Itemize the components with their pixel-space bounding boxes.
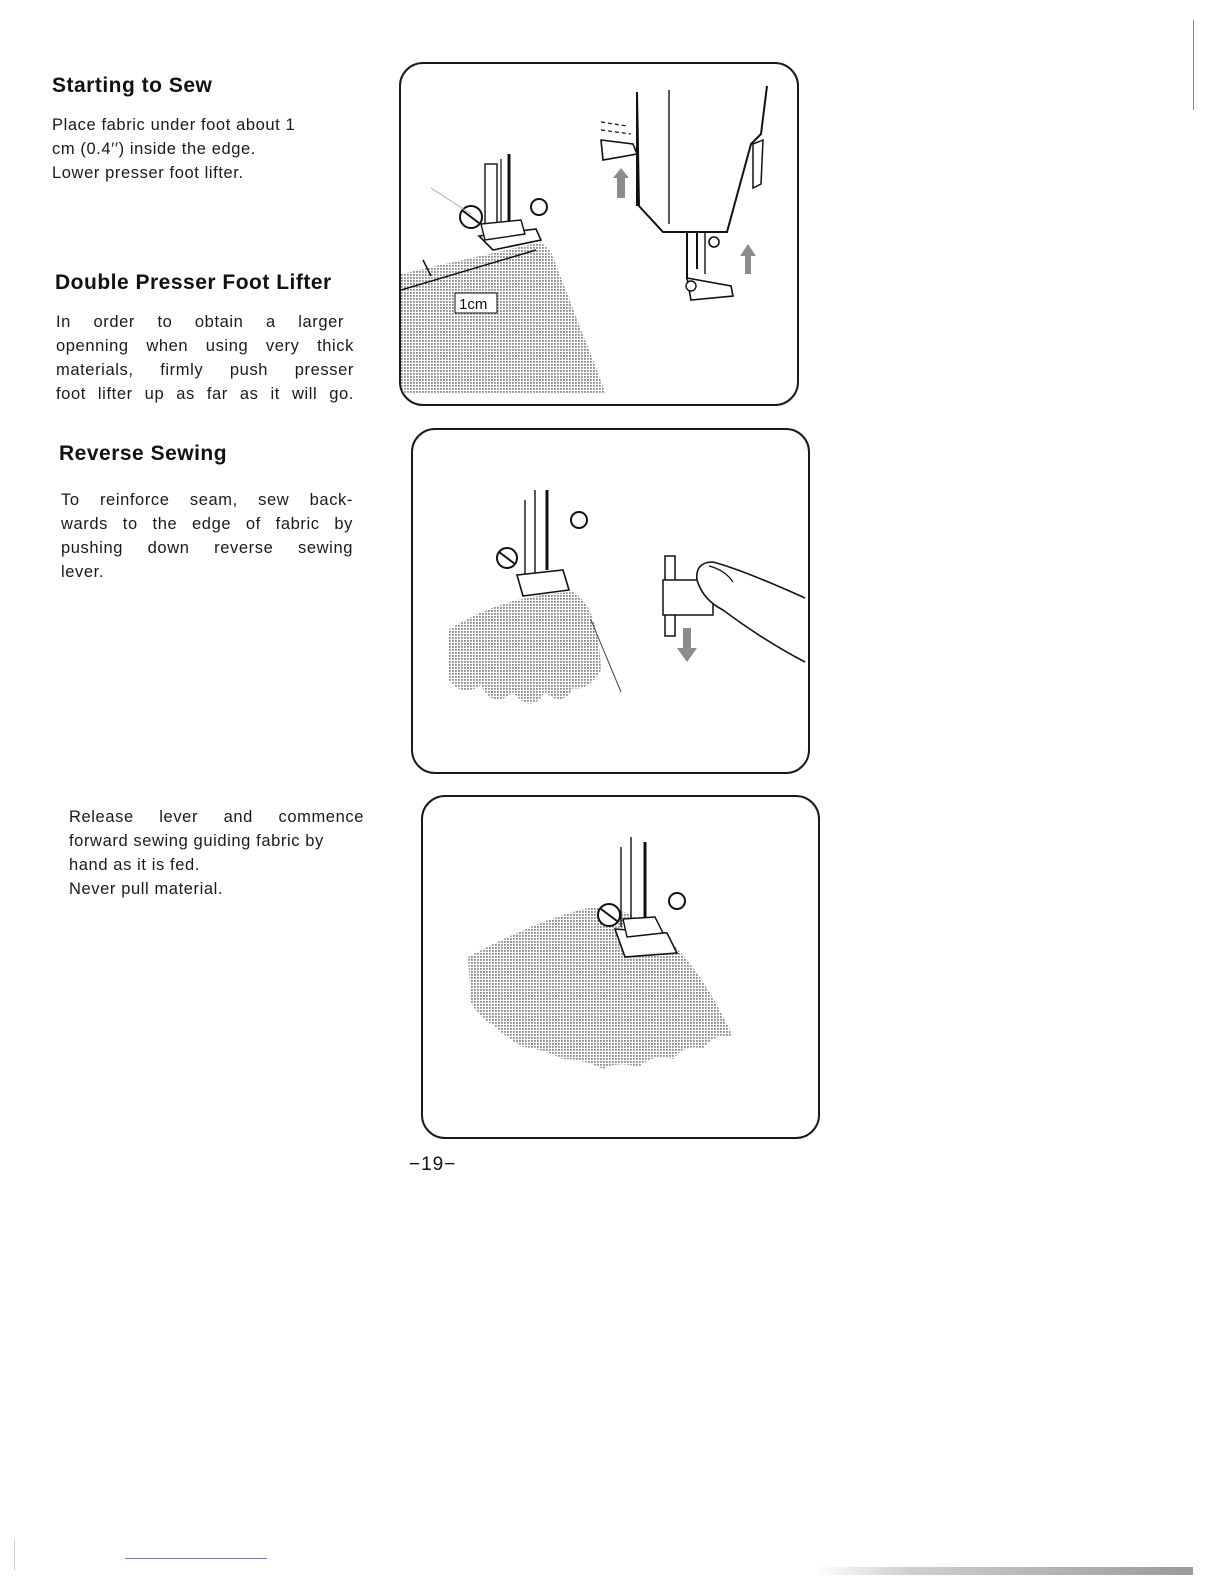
text-line: Never pull material. bbox=[69, 880, 224, 898]
text-line: In order to obtain a larger bbox=[56, 313, 344, 331]
scan-artifact-line bbox=[125, 1558, 267, 1559]
text-line: Release lever and commence bbox=[69, 808, 364, 826]
text-line: foot lifter up as far as it will go. bbox=[56, 385, 354, 403]
figure-starting-to-sew bbox=[399, 62, 799, 406]
fabric-shape bbox=[401, 242, 606, 394]
up-arrow-icon bbox=[740, 244, 756, 274]
heading-starting-to-sew: Starting to Sew bbox=[52, 74, 213, 97]
measure-label: 1cm bbox=[459, 296, 488, 313]
screw-icon bbox=[571, 512, 587, 528]
down-arrow-icon bbox=[677, 628, 697, 662]
paragraph-reverse-sewing bbox=[61, 488, 353, 584]
text-line: forward sewing guiding fabric by bbox=[69, 832, 324, 850]
text-line: wards to the edge of fabric by bbox=[61, 515, 353, 533]
text-line: materials, firmly push presser bbox=[56, 361, 354, 379]
illustration-starting-to-sew bbox=[401, 64, 797, 404]
page-number: −19− bbox=[409, 1154, 457, 1175]
heading-double-presser-foot-lifter: Double Presser Foot Lifter bbox=[55, 271, 332, 294]
presser-bar bbox=[485, 164, 497, 229]
illustration-reverse-sewing bbox=[413, 430, 808, 772]
scan-edge-mark bbox=[1193, 20, 1194, 110]
text-line: Place fabric under foot about 1 bbox=[52, 116, 296, 134]
text-line: To reinforce seam, sew back- bbox=[61, 491, 353, 509]
text-line: openning when using very thick bbox=[56, 337, 354, 355]
paragraph-double-presser-foot-lifter bbox=[56, 310, 354, 406]
presser-foot bbox=[517, 570, 569, 596]
figure-reverse-sewing bbox=[411, 428, 810, 774]
lifter-lever bbox=[601, 140, 637, 160]
heading-reverse-sewing: Reverse Sewing bbox=[59, 442, 228, 465]
text-line: lever. bbox=[61, 563, 105, 581]
paragraph-starting-to-sew bbox=[52, 113, 352, 185]
text-line: hand as it is fed. bbox=[69, 856, 200, 874]
text-line: cm (0.4′′) inside the edge. bbox=[52, 140, 256, 158]
paragraph-release-lever bbox=[69, 805, 364, 901]
screw-icon bbox=[531, 199, 547, 215]
figure-forward-sewing bbox=[421, 795, 820, 1139]
scan-edge-mark bbox=[14, 1540, 15, 1570]
fabric-shape bbox=[448, 592, 601, 704]
up-arrow-icon bbox=[613, 168, 629, 198]
text-line: Lower presser foot lifter. bbox=[52, 164, 244, 182]
screw-icon bbox=[669, 893, 685, 909]
text-line: pushing down reverse sewing bbox=[61, 539, 353, 557]
scan-artifact-bar bbox=[815, 1567, 1193, 1575]
fabric-shape bbox=[468, 907, 733, 1069]
illustration-forward-sewing bbox=[423, 797, 818, 1137]
machine-head bbox=[637, 86, 767, 232]
